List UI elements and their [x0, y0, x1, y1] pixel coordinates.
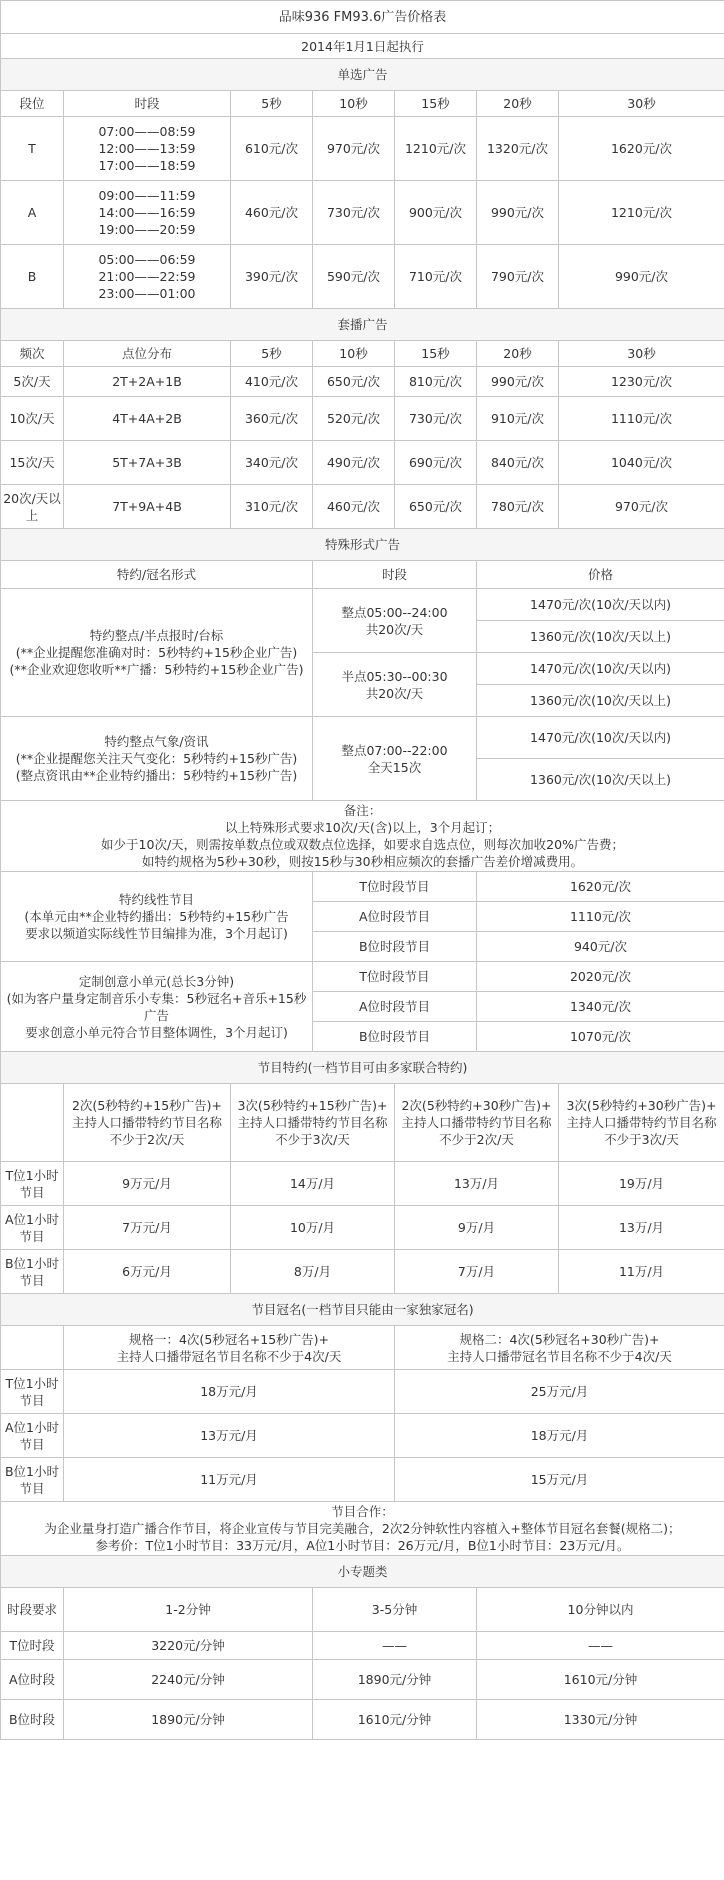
- desc-line: (**企业提醒您准确对时：5秒特约+15秒企业广告): [15, 645, 298, 660]
- price-cell: 390元/次: [231, 245, 313, 309]
- price-cell: 1210元/次: [559, 181, 724, 245]
- effective-date: 2014年1月1日起执行: [1, 34, 724, 59]
- sponsor-row: [1, 1250, 724, 1294]
- header-cell: 15秒: [395, 341, 477, 367]
- price-cell: 1610元/分钟: [477, 1660, 724, 1700]
- header-line: 3次(5秒特约+15秒广告)+: [237, 1098, 388, 1113]
- price-cell: 1890元/分钟: [64, 1700, 313, 1740]
- dist-cell: 5T+7A+3B: [64, 441, 231, 485]
- freq-cell: 20次/天以上: [1, 485, 64, 529]
- price-cell: 1470元/次(10次/天以内): [477, 717, 724, 759]
- price-cell: 520元/次: [313, 397, 395, 441]
- price-cell: 410元/次: [231, 367, 313, 397]
- price-cell: 2240元/分钟: [64, 1660, 313, 1700]
- price-cell: 10万/月: [231, 1206, 395, 1250]
- time-line: 23:00——01:00: [98, 286, 196, 301]
- time-cell: [64, 181, 231, 245]
- header-cell: [231, 1084, 395, 1162]
- title-row: [1, 1, 724, 34]
- package-row: [1, 367, 724, 397]
- header-cell: 点位分布: [64, 341, 231, 367]
- dist-cell: 4T+4A+2B: [64, 397, 231, 441]
- header-line: 主持人口播带特约节目名称不少于2次/天: [401, 1115, 552, 1147]
- price-cell: 7万元/月: [64, 1206, 231, 1250]
- header-line: 2次(5秒特约+30秒广告)+: [401, 1098, 552, 1113]
- price-cell: 610元/次: [231, 117, 313, 181]
- header-cell: 30秒: [559, 341, 724, 367]
- slot-line: 整点05:00--24:00: [341, 604, 448, 620]
- dist-cell: 2T+2A+1B: [64, 367, 231, 397]
- level-cell: B: [1, 245, 64, 309]
- header-cell: 价格: [477, 561, 724, 589]
- level-cell: A: [1, 181, 64, 245]
- price-cell: 790元/次: [477, 245, 559, 309]
- desc-line: 特约线性节目: [118, 892, 194, 907]
- desc-line: 要求以频道实际线性节目编排为准，3个月起订): [25, 926, 288, 941]
- header-line: 主持人口播带特约节目名称不少于2次/天: [71, 1115, 222, 1147]
- price-cell: 8万/月: [231, 1250, 395, 1294]
- header-cell: 30秒: [559, 91, 724, 117]
- sponsor-row: [1, 1206, 724, 1250]
- creative-row: [1, 962, 724, 992]
- desc-line: (整点资讯由**企业特约播出：5秒特约+15秒广告): [15, 768, 298, 783]
- naming-row: [1, 1414, 724, 1458]
- package-row: [1, 485, 724, 529]
- single-header-row: [1, 91, 724, 117]
- price-cell: 730元/次: [313, 181, 395, 245]
- sponsor-section-title: 节目特约(一档节目可由多家联合特约): [1, 1052, 724, 1084]
- price-cell: 18万元/月: [395, 1414, 724, 1458]
- slot-cell: A位时段节目: [313, 992, 477, 1022]
- desc-line: (本单元由**企业特约播出：5秒特约+15秒广告: [24, 909, 289, 924]
- slot-cell: [313, 589, 477, 653]
- price-cell: 1320元/次: [477, 117, 559, 181]
- price-cell: 1470元/次(10次/天以内): [477, 589, 724, 621]
- time-line: 17:00——18:59: [98, 158, 196, 173]
- header-line: 主持人口播带冠名节目名称不少于4次/天: [116, 1348, 342, 1364]
- price-cell: 780元/次: [477, 485, 559, 529]
- slot-cell: [313, 717, 477, 801]
- freq-cell: 5次/天: [1, 367, 64, 397]
- header-cell: 段位: [1, 91, 64, 117]
- price-cell: 900元/次: [395, 181, 477, 245]
- cooperation-label: 节目合作：: [331, 1504, 394, 1519]
- header-blank-cell: [1, 1084, 64, 1162]
- single-row-b: [1, 245, 724, 309]
- price-cell: 940元/次: [477, 932, 724, 962]
- single-row-a: [1, 181, 724, 245]
- cooperation-row: [1, 1502, 724, 1556]
- price-cell: 9万/月: [395, 1206, 559, 1250]
- price-cell: 1360元/次(10次/天以上): [477, 685, 724, 717]
- topics-row: [1, 1700, 724, 1740]
- dist-cell: 7T+9A+4B: [64, 485, 231, 529]
- time-cell: [64, 117, 231, 181]
- header-cell: 10秒: [313, 91, 395, 117]
- notes-label: 备注：: [343, 803, 382, 818]
- topics-row: [1, 1632, 724, 1660]
- time-line: 09:00——11:59: [98, 188, 196, 203]
- sponsor-header-row: [1, 1084, 724, 1162]
- price-cell: 2020元/次: [477, 962, 724, 992]
- price-cell: 1360元/次(10次/天以上): [477, 759, 724, 801]
- price-cell: 650元/次: [395, 485, 477, 529]
- price-cell: 690元/次: [395, 441, 477, 485]
- header-line: 2次(5秒特约+15秒广告)+: [71, 1098, 222, 1113]
- header-cell: 5秒: [231, 341, 313, 367]
- price-cell: 360元/次: [231, 397, 313, 441]
- time-line: 19:00——20:59: [98, 222, 196, 237]
- price-cell: 1620元/次: [559, 117, 724, 181]
- header-cell: 特约/冠名形式: [1, 561, 313, 589]
- slot-line: 全天15次: [367, 759, 422, 775]
- price-cell: 9万元/月: [64, 1162, 231, 1206]
- price-cell: 810元/次: [395, 367, 477, 397]
- topics-section-title: 小专题类: [1, 1556, 724, 1588]
- price-cell: 710元/次: [395, 245, 477, 309]
- price-cell: 340元/次: [231, 441, 313, 485]
- linear-desc-cell: [1, 872, 313, 962]
- header-line: 主持人口播带特约节目名称不少于3次/天: [566, 1115, 717, 1147]
- row-label-cell: B位时段: [1, 1700, 64, 1740]
- price-cell: 1330元/分钟: [477, 1700, 724, 1740]
- time-line: 14:00——16:59: [98, 205, 196, 220]
- package-header-row: [1, 341, 724, 367]
- header-blank-cell: [1, 1326, 64, 1370]
- notes-line: 以上特殊形式要求10次/天(含)以上，3个月起订；: [224, 820, 501, 835]
- special-desc-cell: [1, 589, 313, 717]
- price-cell: 1360元/次(10次/天以上): [477, 621, 724, 653]
- single-row-t: [1, 117, 724, 181]
- price-cell: 1110元/次: [559, 397, 724, 441]
- naming-header-row: [1, 1326, 724, 1370]
- row-label-cell: T位1小时节目: [1, 1162, 64, 1206]
- row-label-cell: T位1小时节目: [1, 1370, 64, 1414]
- notes-cell: [1, 801, 724, 872]
- naming-section-title: 节目冠名(一档节目只能由一家独家冠名): [1, 1294, 724, 1326]
- time-cell: [64, 245, 231, 309]
- package-row: [1, 441, 724, 485]
- topics-section-row: [1, 1556, 724, 1588]
- desc-line: 特约整点气象/资讯: [104, 734, 209, 749]
- slot-cell: T位时段节目: [313, 962, 477, 992]
- row-label-cell: A位1小时节目: [1, 1414, 64, 1458]
- slot-cell: A位时段节目: [313, 902, 477, 932]
- price-cell: 990元/次: [477, 181, 559, 245]
- price-cell: 590元/次: [313, 245, 395, 309]
- single-section-title: 单选广告: [1, 59, 724, 91]
- desc-line: 定制创意小单元(总长3分钟): [78, 973, 235, 989]
- price-cell: 25万元/月: [395, 1370, 724, 1414]
- header-cell: 5秒: [231, 91, 313, 117]
- price-cell: 1070元/次: [477, 1022, 724, 1052]
- special-row: [1, 589, 724, 621]
- price-cell: 1340元/次: [477, 992, 724, 1022]
- price-cell: 11万元/月: [64, 1458, 395, 1502]
- naming-row: [1, 1370, 724, 1414]
- price-cell: 7万/月: [395, 1250, 559, 1294]
- header-line: 主持人口播带冠名节目名称不少于4次/天: [447, 1348, 672, 1364]
- price-cell: 6万元/月: [64, 1250, 231, 1294]
- level-cell: T: [1, 117, 64, 181]
- slot-cell: B位时段节目: [313, 1022, 477, 1052]
- time-line: 21:00——22:59: [98, 269, 196, 284]
- price-cell: 460元/次: [313, 485, 395, 529]
- desc-line: 要求创意小单元符合节目整体调性，3个月起订): [25, 1024, 288, 1040]
- slot-cell: T位时段节目: [313, 872, 477, 902]
- price-cell: 18万元/月: [64, 1370, 395, 1414]
- header-cell: 10秒: [313, 341, 395, 367]
- header-line: 3次(5秒特约+30秒广告)+: [566, 1098, 717, 1113]
- price-cell: 310元/次: [231, 485, 313, 529]
- special-section-row: [1, 529, 724, 561]
- header-line: 主持人口播带特约节目名称不少于3次/天: [237, 1115, 388, 1147]
- cooperation-line: 参考价：T位1小时节目：33万元/月，A位1小时节目：26万元/月，B位1小时节目：23万元/月。: [95, 1538, 630, 1553]
- sponsor-row: [1, 1162, 724, 1206]
- naming-row: [1, 1458, 724, 1502]
- desc-line: 特约整点/半点报时/台标: [89, 628, 224, 643]
- price-cell: 970元/次: [313, 117, 395, 181]
- header-cell: 时段要求: [1, 1588, 64, 1632]
- price-cell: 990元/次: [477, 367, 559, 397]
- cooperation-cell: [1, 1502, 724, 1556]
- special-header-row: [1, 561, 724, 589]
- header-cell: [395, 1326, 724, 1370]
- header-cell: 10分钟以内: [477, 1588, 724, 1632]
- notes-row: [1, 801, 724, 872]
- desc-line: (如为客户量身定制音乐小专集：5秒冠名+音乐+15秒广告: [6, 990, 307, 1023]
- topics-header-row: [1, 1588, 724, 1632]
- header-cell: 时段: [313, 561, 477, 589]
- header-cell: [395, 1084, 559, 1162]
- time-line: 12:00——13:59: [98, 141, 196, 156]
- row-label-cell: A位1小时节目: [1, 1206, 64, 1250]
- price-cell: ——: [313, 1632, 477, 1660]
- price-cell: 650元/次: [313, 367, 395, 397]
- price-cell: 13万元/月: [64, 1414, 395, 1458]
- header-cell: 3-5分钟: [313, 1588, 477, 1632]
- desc-line: (**企业欢迎您收听**广播：5秒特约+15秒企业广告): [9, 662, 304, 677]
- notes-line: 如特约规格为5秒+30秒，则按15秒与30秒相应频次的套播广告差价增减费用。: [141, 854, 584, 869]
- price-cell: 14万/月: [231, 1162, 395, 1206]
- price-cell: 11万/月: [559, 1250, 724, 1294]
- time-line: 07:00——08:59: [98, 124, 196, 139]
- header-line: 规格二：4次(5秒冠名+30秒广告)+: [459, 1331, 660, 1347]
- price-cell: 730元/次: [395, 397, 477, 441]
- price-cell: 15万元/月: [395, 1458, 724, 1502]
- slot-cell: B位时段节目: [313, 932, 477, 962]
- package-section-title: 套播广告: [1, 309, 724, 341]
- row-label-cell: B位1小时节目: [1, 1458, 64, 1502]
- header-cell: [64, 1326, 395, 1370]
- header-cell: 时段: [64, 91, 231, 117]
- header-cell: 20秒: [477, 91, 559, 117]
- row-label-cell: T位时段: [1, 1632, 64, 1660]
- slot-cell: [313, 653, 477, 717]
- header-line: 规格一：4次(5秒冠名+15秒广告)+: [128, 1331, 329, 1347]
- price-cell: 910元/次: [477, 397, 559, 441]
- price-cell: 1890元/分钟: [313, 1660, 477, 1700]
- desc-line: (**企业提醒您关注天气变化：5秒特约+15秒广告): [15, 751, 298, 766]
- date-row: [1, 34, 724, 59]
- header-cell: 20秒: [477, 341, 559, 367]
- linear-row: [1, 872, 724, 902]
- sponsor-section-row: [1, 1052, 724, 1084]
- price-cell: 990元/次: [559, 245, 724, 309]
- time-line: 05:00——06:59: [98, 252, 196, 267]
- package-row: [1, 397, 724, 441]
- naming-section-row: [1, 1294, 724, 1326]
- special-desc-cell: [1, 717, 313, 801]
- price-cell: 1040元/次: [559, 441, 724, 485]
- price-cell: 13万/月: [559, 1206, 724, 1250]
- header-cell: [559, 1084, 724, 1162]
- header-cell: 频次: [1, 341, 64, 367]
- price-cell: 460元/次: [231, 181, 313, 245]
- page-title: 品味936 FM93.6广告价格表: [1, 1, 724, 34]
- slot-line: 共20次/天: [365, 685, 424, 701]
- price-cell: 490元/次: [313, 441, 395, 485]
- price-cell: 1620元/次: [477, 872, 724, 902]
- price-cell: 970元/次: [559, 485, 724, 529]
- price-cell: 1110元/次: [477, 902, 724, 932]
- price-cell: 1470元/次(10次/天以内): [477, 653, 724, 685]
- header-cell: 15秒: [395, 91, 477, 117]
- price-cell: 1610元/分钟: [313, 1700, 477, 1740]
- price-cell: 3220元/分钟: [64, 1632, 313, 1660]
- creative-desc-cell: [1, 962, 313, 1052]
- freq-cell: 15次/天: [1, 441, 64, 485]
- topics-row: [1, 1660, 724, 1700]
- slot-line: 整点07:00--22:00: [341, 742, 448, 758]
- package-section-row: [1, 309, 724, 341]
- price-cell: 1210元/次: [395, 117, 477, 181]
- price-cell: ——: [477, 1632, 724, 1660]
- freq-cell: 10次/天: [1, 397, 64, 441]
- header-cell: [64, 1084, 231, 1162]
- row-label-cell: B位1小时节目: [1, 1250, 64, 1294]
- header-cell: 1-2分钟: [64, 1588, 313, 1632]
- special-section-title: 特殊形式广告: [1, 529, 724, 561]
- price-cell: 19万/月: [559, 1162, 724, 1206]
- cooperation-line: 为企业量身打造广播合作节目，将企业宣传与节目完美融合，2次2分钟软性内容植入+整体节目冠名套餐(规格二)；: [44, 1521, 681, 1536]
- notes-line: 如少于10次/天，则需按单数点位或双数点位选择，如要求自选点位，则每次加收20%广告费；: [101, 837, 624, 852]
- slot-line: 半点05:30--00:30: [341, 668, 448, 684]
- row-label-cell: A位时段: [1, 1660, 64, 1700]
- slot-line: 共20次/天: [365, 621, 424, 637]
- single-section-row: [1, 59, 724, 91]
- price-cell: 13万/月: [395, 1162, 559, 1206]
- price-cell: 840元/次: [477, 441, 559, 485]
- price-cell: 1230元/次: [559, 367, 724, 397]
- special-row: [1, 717, 724, 759]
